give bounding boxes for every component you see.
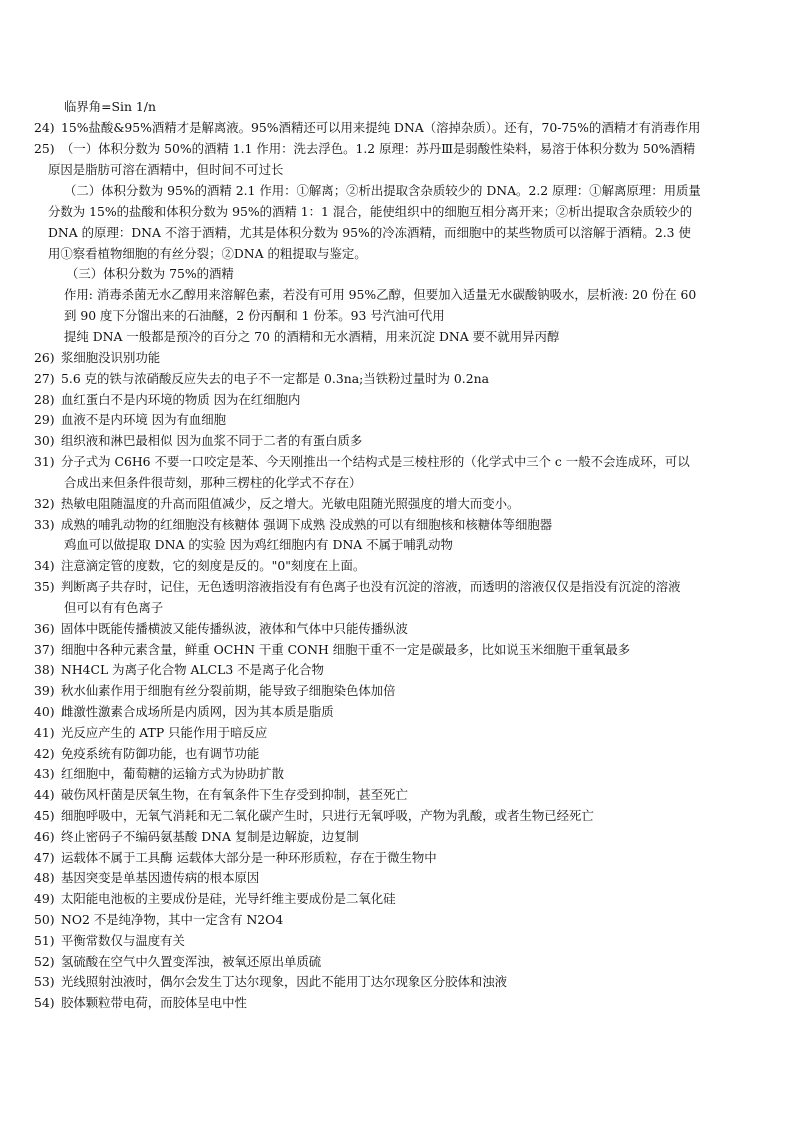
item-text: 组织液和淋巴最相似 因为血浆不同于二者的有蛋白质多 (61, 433, 363, 448)
item-text: 分子式为 C6H6 不要一口咬定是苯、今天刚推出一个结构式是三棱柱形的（化学式中三个 c 一般不会连成环，可以 (61, 454, 690, 469)
item-text: 红细胞中，葡萄糖的运输方式为协助扩散 (61, 766, 285, 781)
item-text: 胶体颗粒带电荷，而胶体呈电中性 (61, 995, 247, 1010)
line-text: DNA 的原理：DNA 不溶于酒精，尤其是体积分数为 95%的冷冻酒精，而细胞中的某些物质可以溶解于酒精。2.3 使 (48, 225, 691, 240)
item-number: 54) (34, 995, 55, 1010)
item-text: 雌激性激素合成场所是内质网，因为其本质是脂质 (61, 704, 334, 719)
item-number: 28) (34, 392, 55, 407)
item-number: 45) (34, 808, 55, 823)
item-number: 30) (34, 433, 55, 448)
item-text: 血液不是内环境 因为有血细胞 (61, 412, 227, 427)
item-number: 36) (34, 621, 55, 636)
item-text: 光线照射浊液时，偶尔会发生丁达尔现象，因此不能用丁达尔现象区分胶体和浊液 (61, 974, 508, 989)
item-text: NO2 不是纯净物，其中一定含有 N2O4 (61, 912, 284, 927)
item-number: 53) (34, 974, 55, 989)
line-text: 提纯 DNA 一般都是预冷的百分之 70 的酒精和无水酒精，用来沉淀 DNA 要不就用异丙醇 (64, 329, 560, 344)
item-text: 基因突变是单基因遗传病的根本原因 (61, 870, 260, 885)
item-number: 37) (34, 642, 55, 657)
item-text: 氢硫酸在空气中久置变浑浊，被氧还原出单质硫 (61, 954, 322, 969)
item-number: 42) (34, 746, 55, 761)
item-text: 破伤风杆菌是厌氧生物，在有氧条件下生存受到抑制，甚至死亡 (61, 787, 408, 802)
item-number: 25) (34, 141, 55, 156)
item-text: 判断离子共存时，记住，无色透明溶液指没有有色离子也没有沉淀的溶液，而透明的溶液仅仅是指没有沉淀的溶液 (61, 579, 681, 594)
item-text: 终止密码子不编码氨基酸 DNA 复制是边解旋，边复制 (61, 829, 359, 844)
item-number: 51) (34, 933, 55, 948)
line-text: 到 90 度下分馏出来的石油醚，2 份丙酮和 1 份苯。93 号汽油可代用 (64, 308, 445, 323)
item-text: 平衡常数仅与温度有关 (61, 933, 185, 948)
line-text: 用①察看植物细胞的有丝分裂；②DNA 的粗提取与鉴定。 (48, 246, 367, 261)
line-text: （二）体积分数为 95%的酒精 2.1 作用：①解离；②析出提取含杂质较少的 DNA。2.2 原理：①解离原理：用质量 (64, 183, 701, 198)
item-number: 40) (34, 704, 55, 719)
item-text: 热敏电阻随温度的升高而阻值减少，反之增大。光敏电阻随光照强度的增大而变小。 (61, 496, 520, 511)
item-number: 46) (34, 829, 55, 844)
item-text: 血红蛋白不是内环境的物质 因为在红细胞内 (61, 392, 301, 407)
item-text: 免疫系统有防御功能，也有调节功能 (61, 746, 260, 761)
item-text: NH4CL 为离子化合物 ALCL3 不是离子化合物 (61, 662, 324, 677)
line-text: 临界角=Sin 1/n (64, 99, 156, 114)
item-text: 光反应产生的 ATP 只能作用于暗反应 (61, 725, 268, 740)
item-text: 15%盐酸&95%酒精才是解离液。95%酒精还可以用来提纯 DNA（溶掉杂质）。还有，70-75%的酒精才有消毒作用 (61, 120, 701, 135)
item-number: 49) (34, 891, 55, 906)
item-number: 48) (34, 870, 55, 885)
item-number: 32) (34, 496, 55, 511)
line-text: 分数为 15%的盐酸和体积分数为 95%的酒精 1：1 混合，能使组织中的细胞互相分离开来；②析出提取含杂质较少的 (48, 204, 693, 219)
line-text: 作用: 消毒杀菌无水乙醇用来溶解色素，若没有可用 95%乙醇，但要加入适量无水碳酸钠吸水，层析液: 20 份在 60 (64, 287, 697, 302)
item-number: 39) (34, 683, 55, 698)
item-number: 52) (34, 954, 55, 969)
item-number: 47) (34, 850, 55, 865)
item-number: 31) (34, 454, 55, 469)
item-number: 41) (34, 725, 55, 740)
item-number: 27) (34, 371, 55, 386)
item-text: 太阳能电池板的主要成份是硅，光导纤维主要成份是二氧化硅 (61, 891, 396, 906)
item-text: 细胞中各种元素含量，鲜重 OCHN 干重 CONH 细胞干重不一定是碳最多，比如说玉米细胞干重氧最多 (61, 642, 631, 657)
line-text: 鸡血可以做提取 DNA 的实验 因为鸡红细胞内有 DNA 不属于哺乳动物 (64, 537, 453, 552)
item-number: 38) (34, 662, 55, 677)
item-text: （一）体积分数为 50%的酒精 1.1 作用：洗去浮色。1.2 原理：苏丹Ⅲ是弱酸性染料，易溶于体积分数为 50%酒精 (61, 141, 696, 156)
item-number: 44) (34, 787, 55, 802)
item-number: 50) (34, 912, 55, 927)
item-text: 运载体不属于工具酶 运载体大部分是一种环形质粒，存在于微生物中 (61, 850, 437, 865)
line-text: 但可以有有色离子 (64, 600, 164, 615)
item-text: 成熟的哺乳动物的红细胞没有核糖体 强调下成熟 没成熟的可以有细胞核和核糖体等细胞器 (61, 517, 553, 532)
line-text: 合成出来但条件很苛刻，那种三楞柱的化学式不存在） (64, 475, 362, 490)
item-text: 5.6 克的铁与浓硝酸反应失去的电子不一定都是 0.3na;当铁粉过量时为 0.2na (61, 371, 489, 386)
item-number: 35) (34, 579, 55, 594)
item-text: 秋水仙素作用于细胞有丝分裂前期，能导致子细胞染色体加倍 (61, 683, 396, 698)
item-number: 24) (34, 120, 55, 135)
item-text: 固体中既能传播横波又能传播纵波，液体和气体中只能传播纵波 (61, 621, 408, 636)
item-text: 细胞呼吸中，无氧气消耗和无二氧化碳产生时，只进行无氧呼吸，产物为乳酸，或者生物已经死亡 (61, 808, 594, 823)
item-number: 33) (34, 517, 55, 532)
item-text: 注意滴定管的度数，它的刻度是反的。"0"刻度在上面。 (61, 558, 366, 573)
line-text: （三）体积分数为 75%的酒精 (66, 266, 234, 281)
item-number: 34) (34, 558, 55, 573)
line-text: 原因是脂肪可溶在酒精中，但时间不可过长 (48, 162, 284, 177)
item-number: 26) (34, 350, 55, 365)
item-text: 浆细胞没识别功能 (61, 350, 161, 365)
item-number: 43) (34, 766, 55, 781)
item-number: 29) (34, 412, 55, 427)
